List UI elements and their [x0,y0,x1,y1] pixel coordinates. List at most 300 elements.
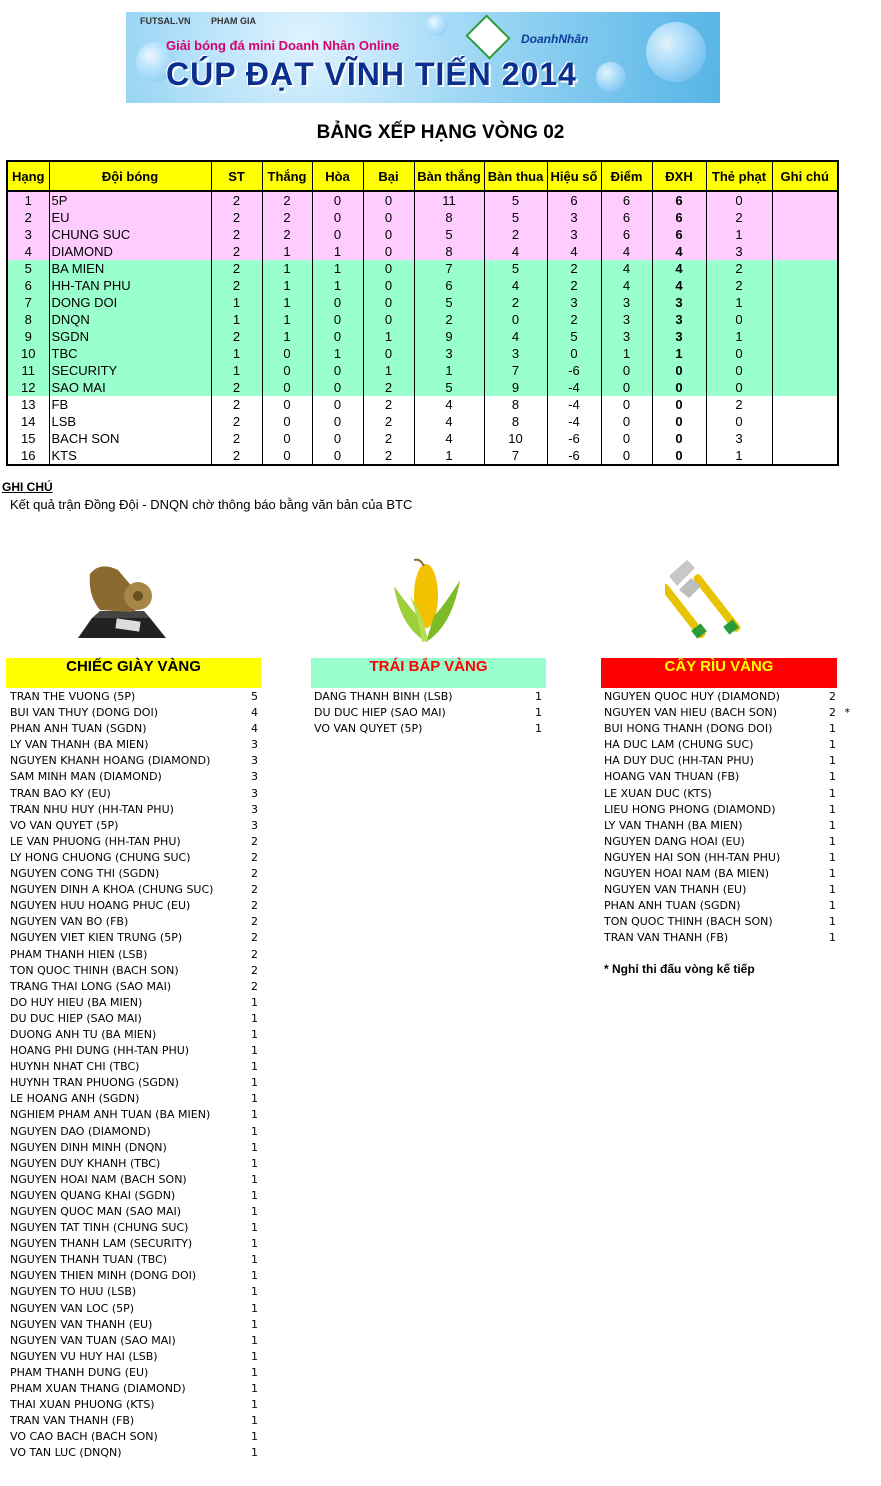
player-name: TRAN VAN THANH (FB) [604,931,729,945]
player-count: 1 [251,1398,258,1412]
cell-points: 1 [601,345,652,362]
player-count: 1 [251,1188,258,1202]
cell-losses: 2 [363,447,414,465]
cell-played: 2 [211,413,262,430]
player-count: 1 [829,754,836,768]
scorer-row [10,1429,260,1445]
banner-subtitle: Giải bóng đá mini Doanh Nhân Online [166,38,400,53]
player-count: 1 [251,1382,258,1396]
cell-rank: 9 [7,328,49,345]
cell-rank: 2 [7,209,49,226]
player-name: NGUYEN THANH TUAN (TBC) [10,1253,168,1267]
cell-rank: 5 [7,260,49,277]
scorer-row [10,1091,260,1107]
cell-dxh: 6 [652,191,706,209]
cell-draws: 1 [312,345,363,362]
cell-rank: 4 [7,243,49,260]
player-name: NGUYEN QUOC MAN (SAO MAI) [10,1205,181,1218]
cell-wins: 1 [262,277,312,294]
cell-goal-diff: -4 [547,396,601,413]
player-count: 1 [251,1333,258,1347]
cell-goals-for: 2 [414,311,484,328]
cell-points: 4 [601,277,652,294]
scorer-row [10,963,260,979]
player-count: 4 [251,722,258,736]
cell-losses: 2 [363,379,414,396]
player-count: 1 [251,1430,258,1444]
cell-rank: 7 [7,294,49,311]
cell-draws: 0 [312,430,363,447]
standings-body [7,191,838,465]
cell-played: 2 [211,328,262,345]
cell-points: 3 [601,294,652,311]
scorer-row [10,818,260,834]
cell-points: 0 [601,362,652,379]
scorer-row [314,705,544,721]
sponsor-logo-futsal: FUTSAL.VN [140,16,191,26]
col-header-played: ST [211,161,262,191]
player-count: 2 [251,867,258,881]
standings-row [7,277,838,294]
player-count: 2 [251,947,258,961]
cell-goals-for: 11 [414,191,484,209]
scorer-row [604,689,850,705]
cell-losses: 0 [363,294,414,311]
player-name: TRAN VAN THANH (FB) [10,1414,135,1428]
scorer-row [10,1317,260,1333]
cell-dxh: 3 [652,311,706,328]
scorer-row [10,1349,260,1365]
cell-goals-against: 7 [484,447,547,465]
cell-wins: 1 [262,260,312,277]
cell-team: SAO MAI [49,379,211,396]
cell-points: 0 [601,413,652,430]
cell-goals-for: 5 [414,226,484,243]
cell-wins: 0 [262,413,312,430]
player-count: 2 [251,883,258,897]
player-count: 1 [251,1269,258,1283]
cell-goals-against: 2 [484,294,547,311]
scorer-row [10,1413,260,1429]
player-name: PHAN ANH TUAN (SGDN) [10,722,147,736]
scorer-row [10,850,260,866]
cell-rank: 6 [7,277,49,294]
cell-draws: 1 [312,243,363,260]
player-count: 2 [251,850,258,864]
player-count: 2 [251,834,258,848]
cell-wins: 0 [262,379,312,396]
golden-axe-header: CÂY RÌU VÀNG [601,658,837,688]
cell-dxh: 4 [652,277,706,294]
scorer-row [604,769,850,785]
cell-goals-against: 5 [484,260,547,277]
player-name: LE VAN PHUONG (HH-TAN PHU) [10,834,181,848]
scorer-row [604,834,850,850]
player-count: 2 [251,915,258,929]
scorer-row [10,1268,260,1284]
cell-team: KTS [49,447,211,465]
player-name: LY HONG CHUONG (CHUNG SUC) [10,850,191,864]
cell-goal-diff: 2 [547,260,601,277]
cell-goal-diff: 3 [547,294,601,311]
player-name: DU DUC HIEP (SAO MAI) [314,706,446,720]
scorer-row [10,769,260,785]
scorer-row [10,1043,260,1059]
cell-team: FB [49,396,211,413]
player-name: NGUYEN CONG THI (SGDN) [10,867,160,881]
tournament-banner [126,12,720,103]
player-count: 3 [251,770,258,784]
cell-goals-against: 0 [484,311,547,328]
cell-cards: 2 [706,277,772,294]
player-name: NGHIEM PHAM ANH TUAN (BA MIEN) [10,1108,211,1122]
scorer-row [604,866,850,882]
player-name: TRAN THE VUONG (5P) [10,690,136,703]
cell-played: 1 [211,345,262,362]
notes-heading: GHI CHÚ [2,480,53,494]
standings-table [6,160,839,466]
cell-goals-against: 5 [484,209,547,226]
player-count: 3 [251,754,258,768]
cell-goal-diff: -6 [547,362,601,379]
player-count: 1 [829,867,836,881]
player-name: BUI VAN THUY (DONG DOI) [10,706,159,720]
player-name: NGUYEN QUOC HUY (DIAMOND) [604,690,780,703]
player-count: 1 [251,1124,258,1138]
cell-points: 4 [601,260,652,277]
golden-axe-list [604,689,850,947]
player-count: 5 [251,690,258,703]
cell-goals-against: 5 [484,191,547,209]
cell-draws: 0 [312,413,363,430]
cell-rank: 16 [7,447,49,465]
bubble-decoration [426,14,448,36]
col-header-wins: Thắng [262,161,312,191]
col-header-team: Đội bóng [49,161,211,191]
cell-dxh: 0 [652,396,706,413]
axe-icon [665,556,755,644]
suspension-note: * Nghỉ thi đấu vòng kế tiếp [604,962,755,976]
player-name: NGUYEN HUU HOANG PHUC (EU) [10,899,191,913]
cell-played: 2 [211,260,262,277]
player-name: NGUYEN VAN BO (FB) [10,915,129,929]
standings-row [7,209,838,226]
cell-team: CHUNG SUC [49,226,211,243]
cell-draws: 0 [312,447,363,465]
standings-row [7,243,838,260]
cell-points: 0 [601,379,652,396]
scorer-row [10,866,260,882]
player-count: 1 [251,1301,258,1315]
standings-row [7,362,838,379]
player-name: NGUYEN VAN THANH (EU) [10,1317,153,1331]
cell-goals-for: 6 [414,277,484,294]
standings-row [7,430,838,447]
brand-logo: DoanhNhân [521,32,589,46]
cell-notes [772,396,838,413]
scorer-row [604,753,850,769]
cup-title: CÚP ĐẠT VĨNH TIẾN 2014 [166,56,577,92]
player-name: NGUYEN THANH LAM (SECURITY) [10,1237,193,1251]
cell-rank: 11 [7,362,49,379]
cell-points: 3 [601,311,652,328]
cell-cards: 1 [706,294,772,311]
scorer-row [10,737,260,753]
player-count: 1 [251,1060,258,1074]
scorer-row [10,834,260,850]
cell-goal-diff: -6 [547,447,601,465]
cell-cards: 2 [706,260,772,277]
cell-team: SGDN [49,328,211,345]
scorer-row [604,705,850,721]
cell-rank: 15 [7,430,49,447]
corn-icon [388,556,464,644]
player-count: 1 [829,802,836,816]
trophy-boot-icon [70,556,170,646]
cell-cards: 3 [706,243,772,260]
cell-team: DNQN [49,311,211,328]
cell-notes [772,430,838,447]
cell-played: 2 [211,430,262,447]
player-count: 1 [251,1285,258,1299]
col-header-losses: Bại [363,161,414,191]
notes-text: Kết quả trận Đồng Đội - DNQN chờ thông báo bằng văn bản của BTC [10,497,413,512]
player-name: DO HUY HIEU (BA MIEN) [10,995,143,1009]
player-count: 1 [829,915,836,929]
cell-draws: 0 [312,226,363,243]
scorer-row [10,721,260,737]
cell-goal-diff: 3 [547,226,601,243]
cell-team: BACH SON [49,430,211,447]
standings-row [7,345,838,362]
scorer-row [10,1445,260,1461]
standings-header-row [7,161,838,191]
col-header-draws: Hòa [312,161,363,191]
scorer-row [10,1188,260,1204]
cell-losses: 2 [363,396,414,413]
player-count: 1 [251,1044,258,1058]
cell-cards: 3 [706,430,772,447]
player-name: NGUYEN DINH MINH (DNQN) [10,1140,167,1154]
golden-corn-header: TRÁI BẮP VÀNG [311,658,546,688]
cell-goal-diff: 4 [547,243,601,260]
scorer-row [10,1027,260,1043]
cell-team: EU [49,209,211,226]
player-count: 1 [829,818,836,832]
cell-team: 5P [49,191,211,209]
player-name: PHAN ANH TUAN (SGDN) [604,899,741,913]
scorer-row [10,1107,260,1123]
cell-goals-for: 4 [414,413,484,430]
player-name: NGUYEN DAO (DIAMOND) [10,1124,151,1138]
cell-dxh: 0 [652,430,706,447]
cell-wins: 0 [262,430,312,447]
standings-row [7,311,838,328]
cell-draws: 0 [312,362,363,379]
scorer-row [10,947,260,963]
player-count: 1 [251,1349,258,1363]
player-count: 1 [251,1172,258,1186]
cell-points: 6 [601,226,652,243]
player-name: NGUYEN TAT TINH (CHUNG SUC) [10,1221,189,1235]
player-count: 1 [251,1092,258,1106]
standings-row [7,294,838,311]
player-count: 1 [251,1253,258,1267]
scorer-row [10,1301,260,1317]
player-name: NGUYEN VIET KIEN TRUNG (5P) [10,931,183,945]
cell-notes [772,379,838,396]
player-name: TON QUOC THINH (BACH SON) [604,915,773,929]
player-name: THAI XUAN PHUONG (KTS) [10,1398,155,1412]
player-name: NGUYEN VU HUY HAI (LSB) [10,1349,158,1363]
scorer-row [10,1284,260,1300]
scorer-row [10,753,260,769]
bubble-decoration [596,62,626,92]
cell-wins: 2 [262,209,312,226]
player-count: 1 [251,1156,258,1170]
scorer-row [10,705,260,721]
cell-points: 0 [601,447,652,465]
cell-points: 0 [601,430,652,447]
player-name: NGUYEN VAN THANH (EU) [604,883,747,897]
cell-losses: 0 [363,243,414,260]
player-name: LY VAN THANH (BA MIEN) [604,818,743,832]
player-name: HOANG VAN THUAN (FB) [604,770,740,784]
player-name: LE XUAN DUC (KTS) [604,786,712,800]
player-count: 1 [251,1027,258,1041]
scorer-row [10,1204,260,1220]
scorer-row [10,930,260,946]
player-count: 2 [251,899,258,913]
player-count: 1 [829,722,836,736]
cell-rank: 14 [7,413,49,430]
player-count: 1 [251,1237,258,1251]
cell-goals-for: 9 [414,328,484,345]
cell-notes [772,447,838,465]
cell-goals-for: 8 [414,243,484,260]
col-header-cards: Thẻ phạt [706,161,772,191]
player-count: 1 [251,1108,258,1122]
scorer-row [604,802,850,818]
cell-played: 2 [211,447,262,465]
col-header-goals-against: Bàn thua [484,161,547,191]
player-name: VO CAO BACH (BACH SON) [10,1430,158,1444]
player-count: 1 [535,722,542,736]
player-name: VO VAN QUYET (5P) [10,818,119,832]
sponsor-logo-phamgia: PHAM GIA [211,16,257,26]
player-name: VO TAN LUC (DNQN) [10,1446,122,1460]
cell-notes [772,311,838,328]
player-count: 1 [535,706,542,720]
player-count: 1 [829,738,836,752]
scorer-row [10,995,260,1011]
cell-goals-against: 9 [484,379,547,396]
cell-rank: 3 [7,226,49,243]
cell-cards: 0 [706,379,772,396]
player-name: VO VAN QUYET (5P) [314,722,423,736]
cell-draws: 1 [312,260,363,277]
cell-cards: 0 [706,413,772,430]
cell-cards: 2 [706,209,772,226]
cell-draws: 0 [312,294,363,311]
player-name: DANG THANH BINH (LSB) [314,690,453,703]
scorer-row [10,1124,260,1140]
cell-goal-diff: 2 [547,311,601,328]
player-count: 1 [251,1221,258,1235]
col-header-goal-diff: Hiệu số [547,161,601,191]
player-name: TRAN BAO KY (EU) [10,786,111,800]
cell-dxh: 0 [652,447,706,465]
cell-goal-diff: 2 [547,277,601,294]
cell-goals-against: 4 [484,243,547,260]
cell-goals-against: 4 [484,277,547,294]
golden-corn-list [314,689,544,737]
cell-played: 2 [211,277,262,294]
player-count: 2 [829,706,836,720]
cell-points: 4 [601,243,652,260]
cell-losses: 0 [363,311,414,328]
cell-goal-diff: 0 [547,345,601,362]
golden-boot-header: CHIẾC GIÀY VÀNG [6,658,261,688]
scorer-row [10,802,260,818]
cell-goal-diff: -4 [547,379,601,396]
standings-row [7,226,838,243]
cell-played: 1 [211,294,262,311]
player-count: 3 [251,818,258,832]
col-header-dxh: ĐXH [652,161,706,191]
cell-wins: 2 [262,226,312,243]
player-count: 3 [251,738,258,752]
scorer-row [604,914,850,930]
cell-team: SECURITY [49,362,211,379]
cell-played: 2 [211,243,262,260]
scorer-row [314,689,544,705]
cell-goals-for: 8 [414,209,484,226]
player-count: 1 [829,899,836,913]
player-name: NGUYEN VAN HIEU (BACH SON) [604,706,778,720]
cell-notes [772,294,838,311]
player-name: NGUYEN HAI SON (HH-TAN PHU) [604,850,781,864]
cell-goals-for: 3 [414,345,484,362]
standings-row [7,191,838,209]
cell-notes [772,328,838,345]
cell-wins: 1 [262,294,312,311]
cell-losses: 0 [363,209,414,226]
cell-losses: 2 [363,413,414,430]
cell-notes [772,413,838,430]
player-name: HOANG PHI DUNG (HH-TAN PHU) [10,1044,190,1058]
cell-dxh: 0 [652,379,706,396]
scorer-row [10,1220,260,1236]
cell-goal-diff: 3 [547,209,601,226]
cell-played: 2 [211,226,262,243]
player-name: PHAM THANH DUNG (EU) [10,1365,149,1379]
player-name: NGUYEN DUY KHANH (TBC) [10,1156,161,1170]
standings-row [7,379,838,396]
player-name: HUYNH TRAN PHUONG (SGDN) [10,1076,179,1090]
player-name: NGUYEN HOAI NAM (BACH SON) [10,1172,187,1186]
cell-losses: 0 [363,277,414,294]
player-name: TRAN NHU HUY (HH-TAN PHU) [10,802,174,816]
scorer-row [10,1236,260,1252]
cell-wins: 1 [262,328,312,345]
scorer-row [604,930,850,946]
cell-dxh: 1 [652,345,706,362]
player-name: NGUYEN VAN LOC (5P) [10,1301,135,1315]
cell-goal-diff: 6 [547,191,601,209]
player-name: TON QUOC THINH (BACH SON) [10,963,179,977]
cell-dxh: 0 [652,413,706,430]
